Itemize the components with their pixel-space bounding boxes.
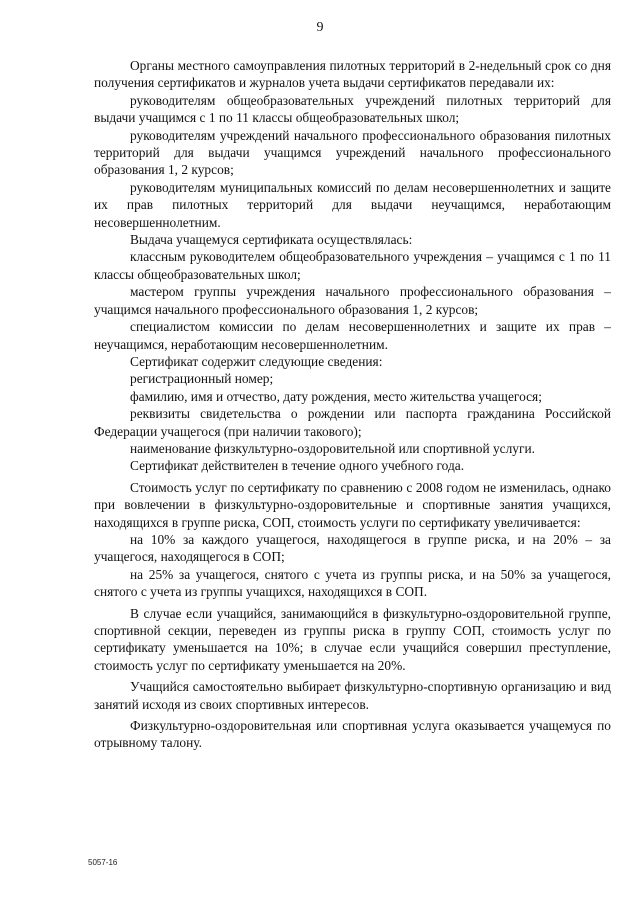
paragraph: на 10% за каждого учащегося, находящегося в группе риска, и на 20% – за учащегося, находящегося в СОП; bbox=[94, 531, 611, 565]
paragraph: Выдача учащемуся сертификата осуществлялась: bbox=[130, 232, 413, 248]
paragraph: наименование физкультурно-оздоровительной или спортивной услуги. bbox=[130, 440, 535, 456]
paragraph: руководителям общеобразовательных учреждений пилотных территорий для выдачи учащимся с 1 по 11 классы общеобразовательных школ; bbox=[94, 92, 611, 126]
paragraph: руководителям муниципальных комиссий по делам несовершеннолетних и защите их прав пилотных территорий для выдачи неучащимся, неработающим несовершеннолетним. bbox=[94, 179, 611, 230]
paragraph: руководителям учреждений начального профессионального образования пилотных территорий для выдачи учащимся учреждений начального профессионального образования 1, 2 курсов; bbox=[94, 127, 611, 178]
paragraph: регистрационный номер; bbox=[130, 371, 274, 387]
page-number: 9 bbox=[316, 20, 324, 35]
paragraph: Учащийся самостоятельно выбирает физкультурно-спортивную организацию и вид занятий исходя из своих спортивных интересов. bbox=[94, 679, 611, 712]
paragraph: Стоимость услуг по сертификату по сравнению с 2008 годом не изменилась, однако при вовлечении в физкультурно-оздоровительные и спортивные занятия учащихся, находящихся в группе риска, СОП, стоимость услуги по сертификату увеличивается: bbox=[94, 479, 611, 530]
document-body bbox=[94, 57, 611, 752]
paragraph: Сертификат содержит следующие сведения: bbox=[130, 353, 383, 369]
paragraph: классным руководителем общеобразовательного учреждения – учащимся с 1 по 11 классы общеобразовательных школ; bbox=[94, 249, 611, 282]
paragraph: фамилию, имя и отчество, дату рождения, место жительства учащегося; bbox=[130, 388, 542, 404]
paragraph: В случае если учащийся, занимающийся в физкультурно-оздоровительной группе, спортивной секции, переведен из группы риска в группу СОП, стоимость услуг по сертификату уменьшается на 10%; в случае если учащийся совершил преступление, стоимость услуг по сертификату уменьшается на 20%. bbox=[94, 605, 611, 673]
paragraph: Физкультурно-оздоровительная или спортивная услуга оказывается учащемуся по отрывному талону. bbox=[94, 718, 611, 751]
paragraph: специалистом комиссии по делам несовершеннолетних и защите их прав – неучащимся, неработающим несовершеннолетним. bbox=[94, 319, 611, 352]
footer-code: 5057-16 bbox=[88, 858, 118, 867]
paragraph: на 25% за учащегося, снятого с учета из группы риска, и на 50% за учащегося, снятого с учета из группы учащихся, находящихся в СОП. bbox=[94, 566, 611, 600]
paragraph: мастером группы учреждения начального профессионального образования – учащимся начального профессионального образования 1, 2 курсов; bbox=[94, 284, 611, 317]
paragraph: Сертификат действителен в течение одного учебного года. bbox=[130, 458, 465, 474]
paragraph: реквизиты свидетельства о рождении или паспорта гражданина Российской Федерации учащегося (при наличии такового); bbox=[94, 406, 611, 439]
paragraph: Органы местного самоуправления пилотных территорий в 2-недельный срок со дня получения сертификатов и журналов учета выдачи сертификатов передавали их: bbox=[94, 58, 611, 91]
